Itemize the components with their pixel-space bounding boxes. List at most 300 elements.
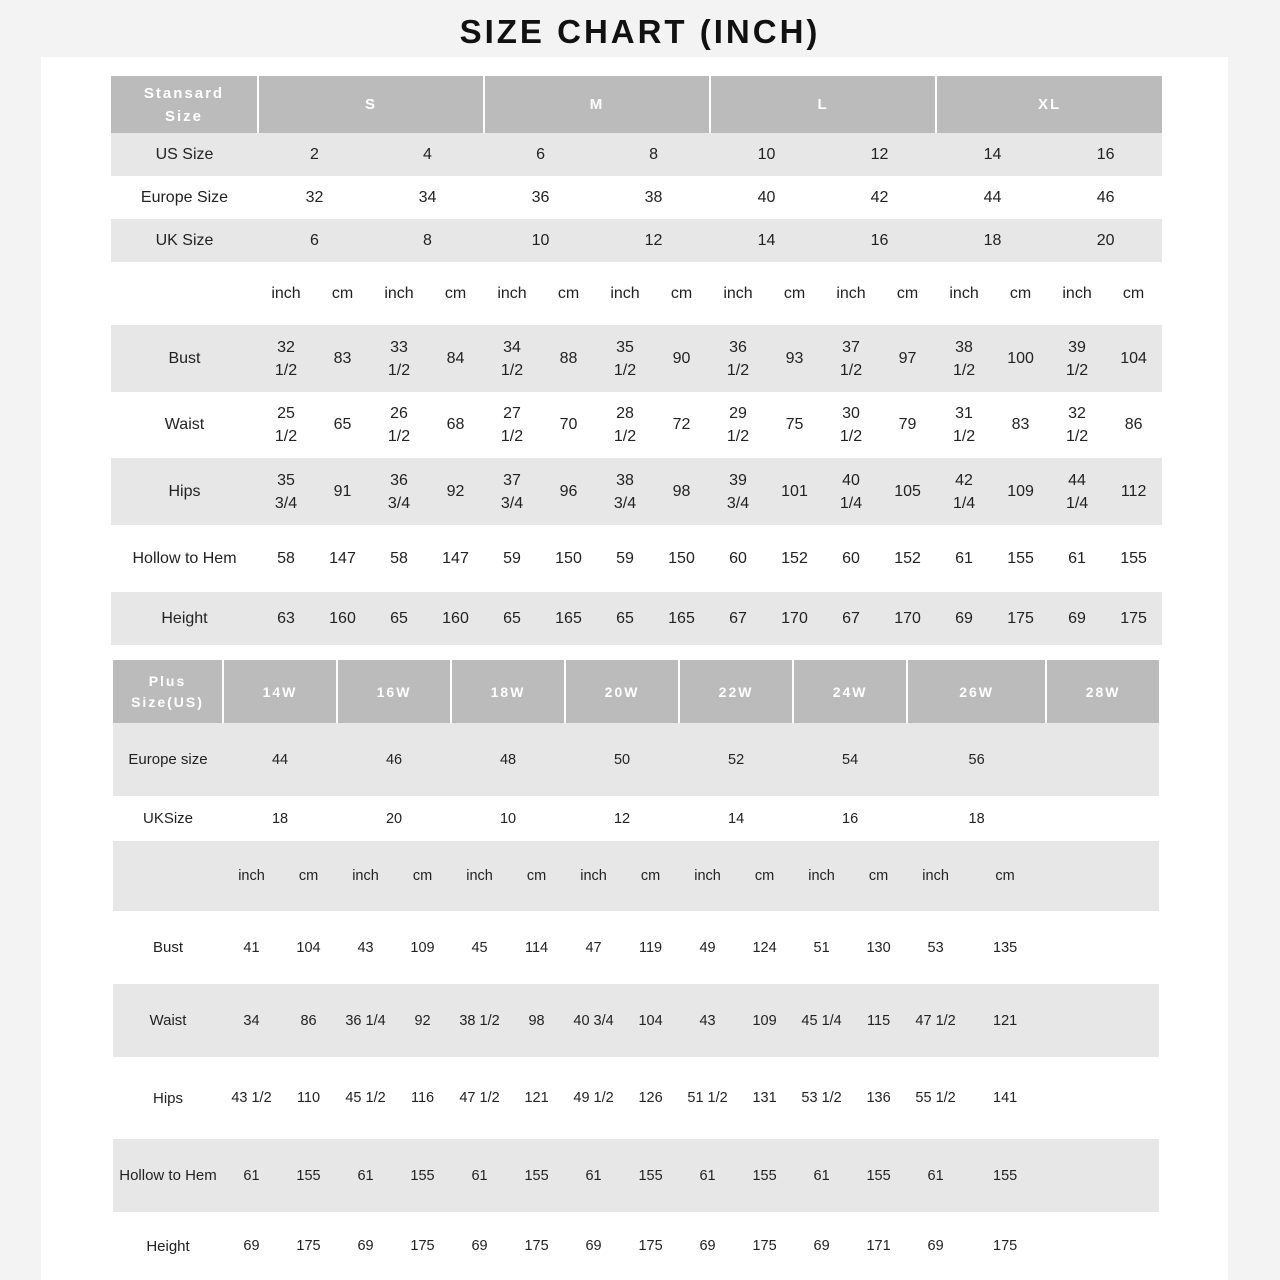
plus-measure-cell: 155 <box>280 1139 337 1212</box>
std-measure-cell <box>823 325 879 392</box>
plus-size-table <box>113 660 1159 1280</box>
std-measure-part: 3/4 <box>274 494 298 512</box>
plus-size-28w: 28W <box>1046 660 1159 723</box>
std-measure-row <box>111 592 1162 645</box>
std-unit-cm: cm <box>992 262 1049 325</box>
std-size-cell: 12 <box>823 133 936 176</box>
std-size-row <box>111 176 1162 219</box>
plus-measure-cell: 69 <box>451 1212 508 1280</box>
std-measure-cell: 70 <box>540 392 597 458</box>
std-measure-cell: 112 <box>1105 458 1162 525</box>
plus-measure-cell: 109 <box>736 984 793 1057</box>
std-measure-cell: 68 <box>427 392 484 458</box>
plus-size-22w: 22W <box>679 660 793 723</box>
plus-measure-cell <box>1046 1212 1102 1280</box>
plus-unit-cm: cm <box>964 841 1046 911</box>
std-size-cell: 6 <box>258 219 371 262</box>
std-measure-cell <box>1049 458 1105 525</box>
plus-measure-cell: 53 1/2 <box>793 1057 850 1139</box>
std-measure-cell: 98 <box>653 458 710 525</box>
plus-measure-cell <box>1046 1139 1102 1212</box>
plus-measure-cell: 155 <box>394 1139 451 1212</box>
plus-measure-cell: 49 1/2 <box>565 1057 622 1139</box>
std-unit-row <box>111 262 1162 325</box>
std-size-cell: 8 <box>371 219 484 262</box>
plus-uk-cell: 10 <box>451 796 565 841</box>
std-measure-part: 39 <box>729 471 747 489</box>
plus-europe-row <box>113 723 1159 796</box>
plus-europe-cell: 56 <box>907 723 1046 796</box>
std-measure-cell: 105 <box>879 458 936 525</box>
plus-measure-cell: 119 <box>622 911 679 984</box>
plus-europe-cell: 46 <box>337 723 451 796</box>
std-unit-cm: cm <box>1105 262 1162 325</box>
std-measure-part: 1/2 <box>1065 428 1089 445</box>
plus-measure-cell: 136 <box>850 1057 907 1139</box>
plus-measure-cell <box>1102 1212 1159 1280</box>
plus-measure-cell: 69 <box>907 1212 964 1280</box>
std-measure-part: 42 <box>955 471 973 489</box>
plus-unit-cm: cm <box>394 841 451 911</box>
plus-measure-cell: 47 <box>565 911 622 984</box>
std-corner-line2: Size <box>164 107 203 125</box>
plus-measure-cell: 155 <box>964 1139 1046 1212</box>
std-row-label: Hollow to Hem <box>111 525 258 592</box>
std-measure-cell: 65 <box>484 592 540 645</box>
std-measure-cell: 152 <box>766 525 823 592</box>
plus-corner-line2: Size(US) <box>131 693 204 710</box>
std-unit-inch: inch <box>710 262 766 325</box>
std-unit-inch: inch <box>597 262 653 325</box>
std-measure-cell: 69 <box>936 592 992 645</box>
plus-europe-cell: 50 <box>565 723 679 796</box>
std-measure-cell: 91 <box>314 458 371 525</box>
plus-measure-cell: 61 <box>337 1139 394 1212</box>
std-measure-cell: 155 <box>1105 525 1162 592</box>
std-row-label: Europe Size <box>111 176 258 219</box>
std-measure-cell: 59 <box>597 525 653 592</box>
std-measure-cell <box>484 325 540 392</box>
std-measure-cell: 92 <box>427 458 484 525</box>
std-measure-cell <box>710 325 766 392</box>
plus-measure-cell: 61 <box>451 1139 508 1212</box>
std-group-m: M <box>484 76 710 133</box>
std-measure-part: 1/2 <box>387 428 411 445</box>
std-measure-cell: 96 <box>540 458 597 525</box>
plus-measure-cell: 43 <box>337 911 394 984</box>
std-measure-part: 1/4 <box>1065 494 1089 512</box>
plus-measure-cell: 104 <box>622 984 679 1057</box>
std-measure-part: 25 <box>277 405 295 422</box>
std-measure-part: 38 <box>616 471 634 489</box>
std-size-cell: 42 <box>823 176 936 219</box>
std-measure-cell <box>597 392 653 458</box>
std-measure-cell <box>823 458 879 525</box>
std-measure-part: 1/2 <box>1065 361 1089 379</box>
std-corner-label <box>111 76 258 133</box>
std-measure-part: 1/2 <box>726 361 750 379</box>
std-size-row <box>111 133 1162 176</box>
plus-measure-cell <box>1046 984 1102 1057</box>
plus-measure-cell: 45 1/2 <box>337 1057 394 1139</box>
std-measure-cell: 160 <box>427 592 484 645</box>
std-measure-part: 37 <box>503 471 521 489</box>
std-measure-cell: 170 <box>766 592 823 645</box>
std-size-cell: 16 <box>823 219 936 262</box>
plus-measure-cell: 175 <box>736 1212 793 1280</box>
plus-row-label: Hollow to Hem <box>113 1139 223 1212</box>
plus-measure-cell: 121 <box>508 1057 565 1139</box>
plus-measure-cell: 175 <box>508 1212 565 1280</box>
std-unit-cm: cm <box>540 262 597 325</box>
plus-unit-cm: cm <box>622 841 679 911</box>
plus-measure-cell: 40 3/4 <box>565 984 622 1057</box>
std-measure-part: 27 <box>503 405 521 422</box>
std-measure-part: 1/4 <box>952 494 976 512</box>
std-size-cell: 18 <box>936 219 1049 262</box>
std-measure-part: 31 <box>955 405 973 422</box>
std-size-cell: 16 <box>1049 133 1162 176</box>
plus-measure-cell <box>1102 1139 1159 1212</box>
plus-europe-cell: 54 <box>793 723 907 796</box>
std-measure-cell: 160 <box>314 592 371 645</box>
plus-unit-empty <box>1102 841 1159 911</box>
std-measure-part: 1/2 <box>613 428 637 445</box>
std-measure-cell: 75 <box>766 392 823 458</box>
std-measure-part: 1/2 <box>274 361 298 379</box>
plus-europe-cell: 52 <box>679 723 793 796</box>
std-measure-cell: 147 <box>427 525 484 592</box>
plus-size-16w: 16W <box>337 660 451 723</box>
std-measure-cell <box>597 325 653 392</box>
std-measure-cell: 67 <box>823 592 879 645</box>
std-measure-part: 1/2 <box>952 428 976 445</box>
std-measure-cell: 67 <box>710 592 766 645</box>
std-measure-part: 39 <box>1068 338 1086 356</box>
std-unit-inch: inch <box>258 262 314 325</box>
std-measure-cell: 61 <box>936 525 992 592</box>
plus-row-label: Waist <box>113 984 223 1057</box>
std-row-label: US Size <box>111 133 258 176</box>
plus-measure-cell: 69 <box>679 1212 736 1280</box>
plus-measure-cell: 116 <box>394 1057 451 1139</box>
std-unit-inch: inch <box>1049 262 1105 325</box>
std-unit-cm: cm <box>879 262 936 325</box>
plus-measure-cell: 51 <box>793 911 850 984</box>
std-size-cell: 34 <box>371 176 484 219</box>
plus-measure-cell: 114 <box>508 911 565 984</box>
std-size-cell: 12 <box>597 219 710 262</box>
plus-measure-cell: 121 <box>964 984 1046 1057</box>
std-measure-row <box>111 325 1162 392</box>
plus-measure-cell: 69 <box>793 1212 850 1280</box>
std-measure-cell <box>371 392 427 458</box>
std-measure-part: 33 <box>390 338 408 356</box>
std-measure-row <box>111 458 1162 525</box>
std-group-s: S <box>258 76 484 133</box>
plus-measure-cell <box>1102 911 1159 984</box>
plus-measure-cell: 43 <box>679 984 736 1057</box>
plus-measure-cell: 124 <box>736 911 793 984</box>
std-measure-part: 36 <box>390 471 408 489</box>
std-measure-part: 28 <box>616 405 634 422</box>
plus-size-26w: 26W <box>907 660 1046 723</box>
plus-unit-cm: cm <box>736 841 793 911</box>
plus-row-label: Height <box>113 1212 223 1280</box>
std-measure-part: 26 <box>390 405 408 422</box>
plus-measure-cell: 155 <box>736 1139 793 1212</box>
std-measure-cell: 147 <box>314 525 371 592</box>
plus-measure-cell: 69 <box>565 1212 622 1280</box>
std-header-row <box>111 76 1162 133</box>
std-measure-cell <box>710 458 766 525</box>
std-measure-part: 1/2 <box>952 361 976 379</box>
std-measure-cell: 165 <box>653 592 710 645</box>
plus-measure-cell: 55 1/2 <box>907 1057 964 1139</box>
plus-measure-cell: 45 1/4 <box>793 984 850 1057</box>
plus-unit-empty <box>1046 841 1102 911</box>
std-measure-part: 35 <box>277 471 295 489</box>
plus-measure-row <box>113 911 1159 984</box>
page-title: SIZE CHART (INCH) <box>459 13 821 50</box>
plus-uk-row <box>113 796 1159 841</box>
std-measure-part: 1/2 <box>613 361 637 379</box>
std-unit-inch: inch <box>371 262 427 325</box>
std-measure-cell <box>710 392 766 458</box>
std-measure-cell: 79 <box>879 392 936 458</box>
std-measure-cell: 72 <box>653 392 710 458</box>
plus-measure-cell: 98 <box>508 984 565 1057</box>
std-size-cell: 10 <box>484 219 597 262</box>
std-measure-part: 34 <box>503 338 521 356</box>
std-measure-cell: 84 <box>427 325 484 392</box>
std-measure-part: 3/4 <box>387 494 411 512</box>
plus-unit-inch: inch <box>907 841 964 911</box>
plus-unit-inch: inch <box>451 841 508 911</box>
plus-corner-line1: Plus <box>148 672 187 689</box>
std-measure-part: 29 <box>729 405 747 422</box>
std-measure-cell <box>936 458 992 525</box>
plus-unit-cm: cm <box>850 841 907 911</box>
std-size-cell: 14 <box>710 219 823 262</box>
plus-unit-cm: cm <box>280 841 337 911</box>
plus-measure-cell: 86 <box>280 984 337 1057</box>
std-measure-cell <box>371 325 427 392</box>
plus-size-24w: 24W <box>793 660 907 723</box>
std-measure-part: 32 <box>1068 405 1086 422</box>
std-measure-cell: 175 <box>992 592 1049 645</box>
plus-europe-cell <box>1046 723 1159 796</box>
std-row-label: Waist <box>111 392 258 458</box>
std-measure-cell: 69 <box>1049 592 1105 645</box>
std-measure-part: 32 <box>277 338 295 356</box>
std-unit-inch: inch <box>484 262 540 325</box>
std-measure-part: 1/2 <box>500 361 524 379</box>
plus-europe-cell: 48 <box>451 723 565 796</box>
std-size-cell: 14 <box>936 133 1049 176</box>
std-measure-cell <box>936 325 992 392</box>
std-measure-cell: 65 <box>314 392 371 458</box>
std-measure-part: 30 <box>842 405 860 422</box>
std-measure-cell <box>597 458 653 525</box>
std-measure-cell <box>1049 392 1105 458</box>
std-measure-cell: 101 <box>766 458 823 525</box>
std-measure-cell <box>484 392 540 458</box>
plus-measure-cell: 38 1/2 <box>451 984 508 1057</box>
plus-measure-cell <box>1102 984 1159 1057</box>
std-measure-cell: 83 <box>992 392 1049 458</box>
std-measure-cell: 60 <box>823 525 879 592</box>
plus-measure-cell: 115 <box>850 984 907 1057</box>
plus-uk-cell: 20 <box>337 796 451 841</box>
std-measure-cell <box>371 458 427 525</box>
std-measure-cell: 104 <box>1105 325 1162 392</box>
std-measure-cell: 88 <box>540 325 597 392</box>
std-measure-cell: 65 <box>597 592 653 645</box>
std-size-cell: 40 <box>710 176 823 219</box>
plus-measure-cell <box>1046 1057 1102 1139</box>
plus-measure-row <box>113 1057 1159 1139</box>
plus-uk-cell: 18 <box>907 796 1046 841</box>
std-measure-part: 44 <box>1068 471 1086 489</box>
plus-measure-cell: 61 <box>565 1139 622 1212</box>
std-measure-cell: 97 <box>879 325 936 392</box>
std-measure-cell <box>936 392 992 458</box>
plus-measure-cell: 135 <box>964 911 1046 984</box>
std-measure-part: 3/4 <box>726 494 750 512</box>
std-row-label: UK Size <box>111 219 258 262</box>
plus-measure-cell: 175 <box>280 1212 337 1280</box>
std-size-cell: 20 <box>1049 219 1162 262</box>
plus-uk-cell: 16 <box>793 796 907 841</box>
std-size-cell: 4 <box>371 133 484 176</box>
plus-unit-inch: inch <box>793 841 850 911</box>
std-row-label: Bust <box>111 325 258 392</box>
std-group-xl: XL <box>936 76 1162 133</box>
std-measure-cell: 86 <box>1105 392 1162 458</box>
plus-measure-cell: 131 <box>736 1057 793 1139</box>
std-measure-part: 3/4 <box>500 494 524 512</box>
std-measure-part: 1/2 <box>839 361 863 379</box>
std-unit-blank <box>111 262 258 325</box>
std-measure-part: 36 <box>729 338 747 356</box>
plus-measure-cell: 61 <box>907 1139 964 1212</box>
plus-measure-cell: 92 <box>394 984 451 1057</box>
plus-measure-cell: 171 <box>850 1212 907 1280</box>
plus-unit-inch: inch <box>223 841 280 911</box>
plus-measure-cell: 126 <box>622 1057 679 1139</box>
std-measure-cell: 58 <box>371 525 427 592</box>
std-measure-cell <box>823 392 879 458</box>
plus-header-row <box>113 660 1159 723</box>
plus-size-20w: 20W <box>565 660 679 723</box>
std-measure-cell: 90 <box>653 325 710 392</box>
plus-measure-cell: 175 <box>622 1212 679 1280</box>
plus-measure-cell: 175 <box>394 1212 451 1280</box>
std-measure-cell: 60 <box>710 525 766 592</box>
plus-row-label: Europe size <box>113 723 223 796</box>
std-unit-cm: cm <box>766 262 823 325</box>
plus-measure-cell: 47 1/2 <box>451 1057 508 1139</box>
std-measure-part: 1/2 <box>726 428 750 445</box>
std-measure-cell <box>258 325 314 392</box>
standard-size-table <box>111 76 1162 645</box>
std-measure-cell: 61 <box>1049 525 1105 592</box>
plus-row-label: Hips <box>113 1057 223 1139</box>
plus-uk-cell <box>1046 796 1159 841</box>
plus-measure-cell: 110 <box>280 1057 337 1139</box>
plus-measure-cell: 61 <box>679 1139 736 1212</box>
plus-measure-cell: 69 <box>223 1212 280 1280</box>
std-size-cell: 36 <box>484 176 597 219</box>
std-measure-part: 1/2 <box>500 428 524 445</box>
plus-measure-cell: 45 <box>451 911 508 984</box>
plus-row-label: UKSize <box>113 796 223 841</box>
plus-measure-cell: 49 <box>679 911 736 984</box>
std-measure-cell: 152 <box>879 525 936 592</box>
plus-unit-row <box>113 841 1159 911</box>
std-measure-cell: 109 <box>992 458 1049 525</box>
plus-measure-cell <box>1102 1057 1159 1139</box>
std-measure-cell: 150 <box>540 525 597 592</box>
std-size-cell: 2 <box>258 133 371 176</box>
std-measure-cell: 170 <box>879 592 936 645</box>
std-measure-part: 3/4 <box>613 494 637 512</box>
plus-measure-row <box>113 984 1159 1057</box>
std-size-cell: 10 <box>710 133 823 176</box>
plus-measure-cell: 155 <box>622 1139 679 1212</box>
std-measure-part: 1/2 <box>387 361 411 379</box>
std-measure-cell <box>484 458 540 525</box>
std-size-cell: 8 <box>597 133 710 176</box>
std-corner-line1: Stansard <box>143 84 225 102</box>
plus-unit-cm: cm <box>508 841 565 911</box>
std-measure-cell: 175 <box>1105 592 1162 645</box>
std-measure-part: 1/2 <box>839 428 863 445</box>
plus-unit-blank <box>113 841 223 911</box>
plus-measure-cell <box>1046 911 1102 984</box>
std-unit-inch: inch <box>936 262 992 325</box>
plus-measure-cell: 155 <box>850 1139 907 1212</box>
plus-measure-cell: 141 <box>964 1057 1046 1139</box>
std-measure-cell <box>258 392 314 458</box>
std-measure-cell: 150 <box>653 525 710 592</box>
plus-measure-cell: 61 <box>793 1139 850 1212</box>
plus-europe-cell: 44 <box>223 723 337 796</box>
plus-measure-cell: 47 1/2 <box>907 984 964 1057</box>
plus-measure-row <box>113 1212 1159 1280</box>
std-measure-cell: 83 <box>314 325 371 392</box>
std-measure-part: 38 <box>955 338 973 356</box>
std-measure-part: 1/4 <box>839 494 863 512</box>
plus-measure-cell: 155 <box>508 1139 565 1212</box>
std-measure-cell: 58 <box>258 525 314 592</box>
plus-measure-cell: 130 <box>850 911 907 984</box>
plus-measure-cell: 69 <box>337 1212 394 1280</box>
plus-uk-cell: 12 <box>565 796 679 841</box>
std-measure-part: 1/2 <box>274 428 298 445</box>
std-measure-cell: 155 <box>992 525 1049 592</box>
plus-uk-cell: 14 <box>679 796 793 841</box>
plus-size-18w: 18W <box>451 660 565 723</box>
std-row-label: Height <box>111 592 258 645</box>
std-size-cell: 6 <box>484 133 597 176</box>
std-measure-cell: 100 <box>992 325 1049 392</box>
plus-unit-inch: inch <box>337 841 394 911</box>
plus-unit-inch: inch <box>565 841 622 911</box>
std-measure-cell: 59 <box>484 525 540 592</box>
plus-row-label: Bust <box>113 911 223 984</box>
